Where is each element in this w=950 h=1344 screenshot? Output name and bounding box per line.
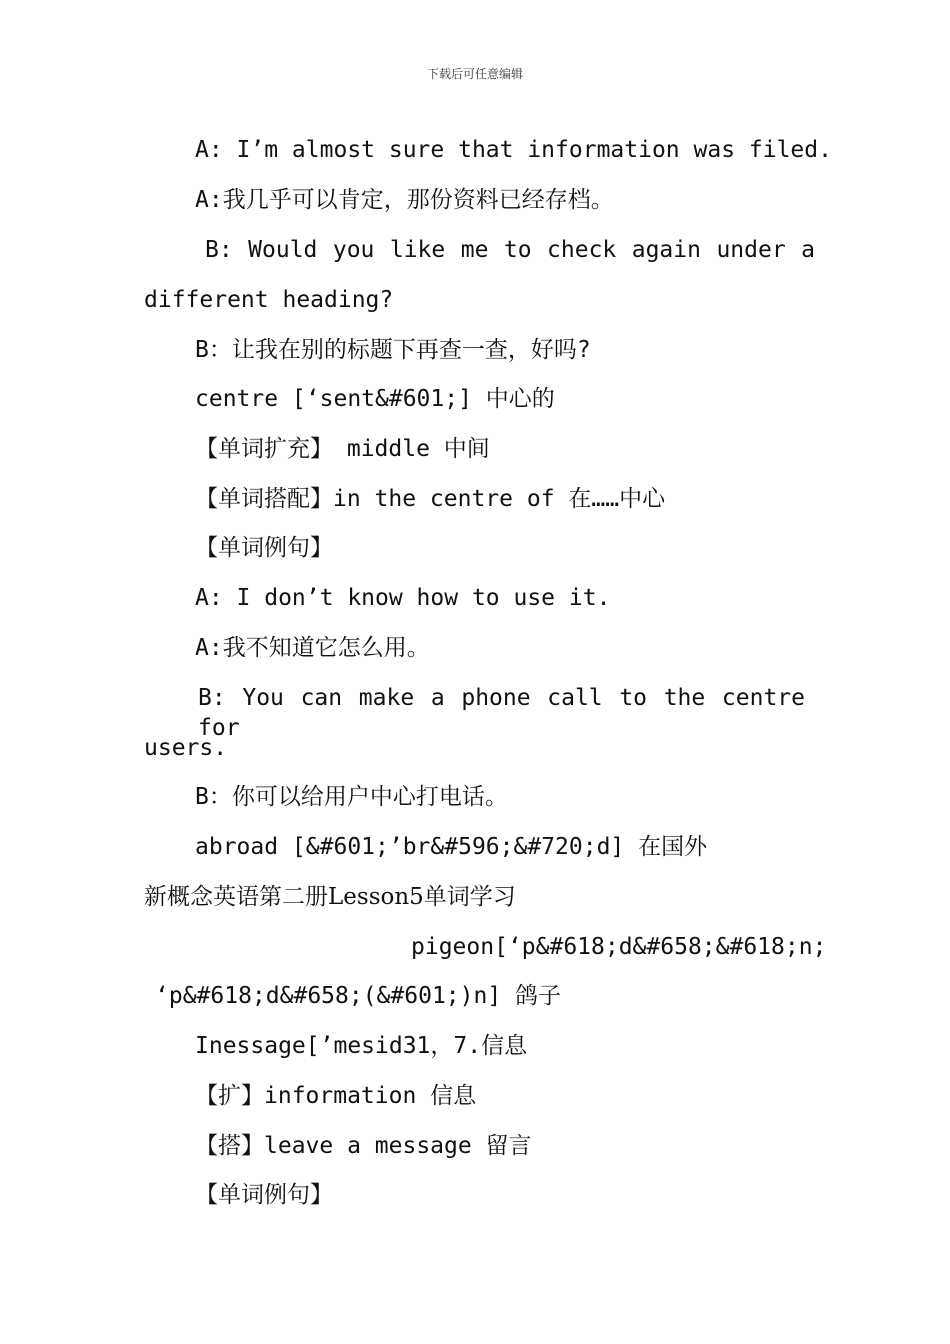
text-line-20: 【扩】information 信息: [195, 1083, 477, 1109]
text-line-9: 【单词例句】: [195, 535, 333, 561]
text-line-17: pigeon[‘p&#618;d&#658;&#618;n;: [411, 934, 827, 960]
page-header-watermark: 下载后可任意编辑: [426, 67, 523, 81]
text-line-16: 新概念英语第二册Lesson5单词学习: [144, 884, 516, 910]
text-line-1: A: I’m almost sure that information was filed.: [195, 137, 832, 163]
text-line-15: abroad [&#601;’br&#596;&#720;d] 在国外: [195, 834, 708, 860]
text-line-22: 【单词例句】: [195, 1182, 333, 1208]
text-line-8: 【单词搭配】in the centre of 在……中心: [195, 486, 666, 512]
text-line-6: centre [‘sent&#601;] 中心的: [195, 386, 555, 412]
text-line-3: B: Would you like me to check again under a: [205, 237, 815, 263]
text-line-5: B：让我在别的标题下再查一查，好吗?: [195, 337, 591, 363]
text-line-2: A:我几乎可以肯定，那份资料已经存档。: [195, 187, 614, 213]
text-line-18: ‘p&#618;d&#658;(&#601;)n] 鸽子: [155, 983, 562, 1009]
text-line-13: users.: [144, 735, 228, 761]
text-line-7: 【单词扩充】 middle 中间: [195, 436, 490, 462]
text-line-4: different heading?: [144, 287, 394, 313]
text-line-21: 【搭】leave a message 留言: [195, 1133, 532, 1159]
text-line-10: A: I don’t know how to use it.: [195, 585, 611, 611]
text-line-12: B: You can make a phone call to the centre for: [198, 685, 805, 741]
text-line-11: A:我不知道它怎么用。: [195, 635, 430, 661]
text-line-19: Inessage[’mesid31，7.信息: [195, 1033, 528, 1059]
text-line-14: B：你可以给用户中心打电话。: [195, 784, 508, 810]
